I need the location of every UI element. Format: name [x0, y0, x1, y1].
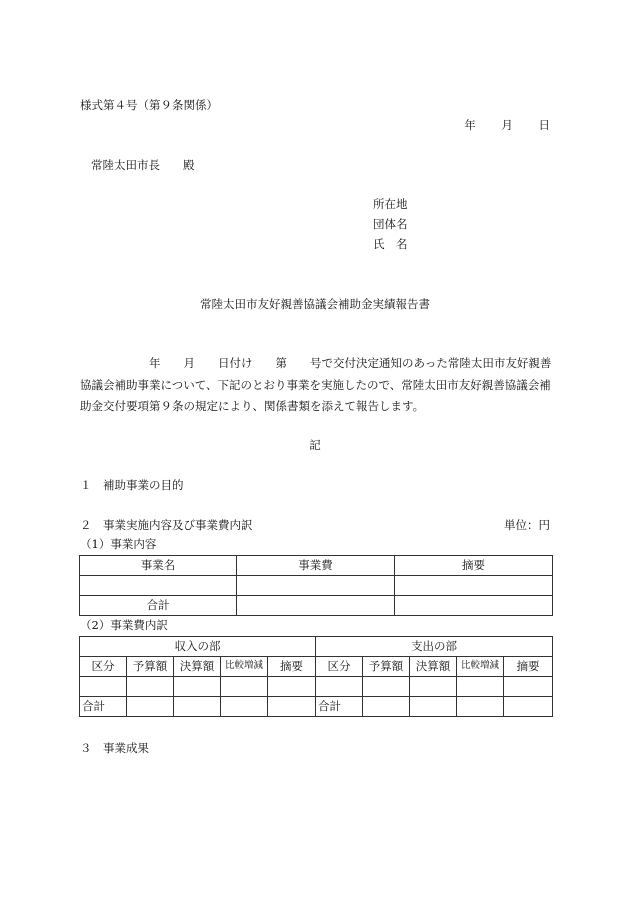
expense-category-cell[interactable]	[316, 677, 363, 697]
income-total-budget-cell[interactable]	[127, 697, 174, 717]
income-col-remarks: 摘要	[268, 657, 316, 677]
section-2-heading: ２ 事業実施内容及び事業費内訳	[80, 518, 253, 532]
subsection-1-heading: （1）事業内容	[80, 537, 157, 551]
total-cost-cell[interactable]	[237, 596, 395, 616]
income-difference-cell[interactable]	[221, 677, 268, 697]
expense-section-header: 支出の部	[316, 637, 553, 657]
project-content-table	[79, 555, 553, 616]
date-line	[442, 118, 550, 133]
income-total-difference-cell[interactable]	[221, 697, 268, 717]
income-budget-cell[interactable]	[127, 677, 174, 697]
form-number: 様式第４号（第９条関係）	[80, 98, 218, 112]
expense-settlement-cell[interactable]	[410, 677, 457, 697]
expense-col-difference: 比較増減	[457, 657, 504, 677]
expense-total-label: 合計	[316, 697, 363, 717]
subsection-2-heading: （2）事業費内訳	[80, 618, 168, 632]
unit-label: 単位：円	[504, 518, 550, 532]
income-col-category: 区分	[80, 657, 127, 677]
section-3-heading: ３ 事業成果	[80, 741, 149, 755]
income-remarks-cell[interactable]	[268, 677, 316, 697]
project-cost-breakdown-table	[79, 636, 553, 717]
expense-col-remarks: 摘要	[504, 657, 553, 677]
table-row	[80, 637, 553, 657]
header-project-cost: 事業費	[237, 556, 395, 576]
header-project-name: 事業名	[80, 556, 237, 576]
table-row	[80, 596, 553, 616]
sender-address-label: 所在地	[373, 197, 408, 211]
project-cost-cell[interactable]	[237, 576, 395, 596]
table-row	[80, 576, 553, 596]
sender-name-label: 氏 名	[373, 237, 408, 251]
date-day: 日	[538, 118, 550, 132]
expense-col-settlement: 決算額	[410, 657, 457, 677]
income-total-label: 合計	[80, 697, 127, 717]
recipient: 常陸太田市長 殿	[91, 158, 195, 172]
project-name-cell[interactable]	[80, 576, 237, 596]
expense-total-remarks-cell[interactable]	[504, 697, 553, 717]
total-remarks-cell[interactable]	[395, 596, 553, 616]
sender-organization-label: 団体名	[373, 217, 408, 231]
income-total-remarks-cell[interactable]	[268, 697, 316, 717]
expense-total-difference-cell[interactable]	[457, 697, 504, 717]
total-label-cell: 合計	[80, 596, 237, 616]
expense-difference-cell[interactable]	[457, 677, 504, 697]
body-text: 年 月 日付け 第 号で交付決定通知のあった常陸太田市友好親善協議会補助事業について、下記のとおり事業を実施したので、常陸太田市友好親善協議会補助金交付要項第９条の規定により、関係書類を添えて報告します。	[80, 356, 552, 413]
table-row	[80, 677, 553, 697]
ki-heading: 記	[309, 438, 321, 452]
income-col-budget: 予算額	[127, 657, 174, 677]
income-col-settlement: 決算額	[174, 657, 221, 677]
income-total-settlement-cell[interactable]	[174, 697, 221, 717]
remarks-cell[interactable]	[395, 576, 553, 596]
expense-total-budget-cell[interactable]	[363, 697, 410, 717]
expense-col-budget: 予算額	[363, 657, 410, 677]
income-section-header: 収入の部	[80, 637, 316, 657]
table-row	[80, 556, 553, 576]
table-row	[80, 697, 553, 717]
section-1-heading: １ 補助事業の目的	[80, 478, 184, 492]
expense-budget-cell[interactable]	[363, 677, 410, 697]
expense-col-category: 区分	[316, 657, 363, 677]
income-category-cell[interactable]	[80, 677, 127, 697]
income-settlement-cell[interactable]	[174, 677, 221, 697]
document-title: 常陸太田市友好親善協議会補助金実績報告書	[200, 297, 430, 311]
expense-remarks-cell[interactable]	[504, 677, 553, 697]
date-month: 月	[501, 118, 513, 132]
table-row	[80, 657, 553, 677]
header-remarks: 摘要	[395, 556, 553, 576]
income-col-difference: 比較増減	[221, 657, 268, 677]
expense-total-settlement-cell[interactable]	[410, 697, 457, 717]
date-year: 年	[464, 118, 476, 132]
